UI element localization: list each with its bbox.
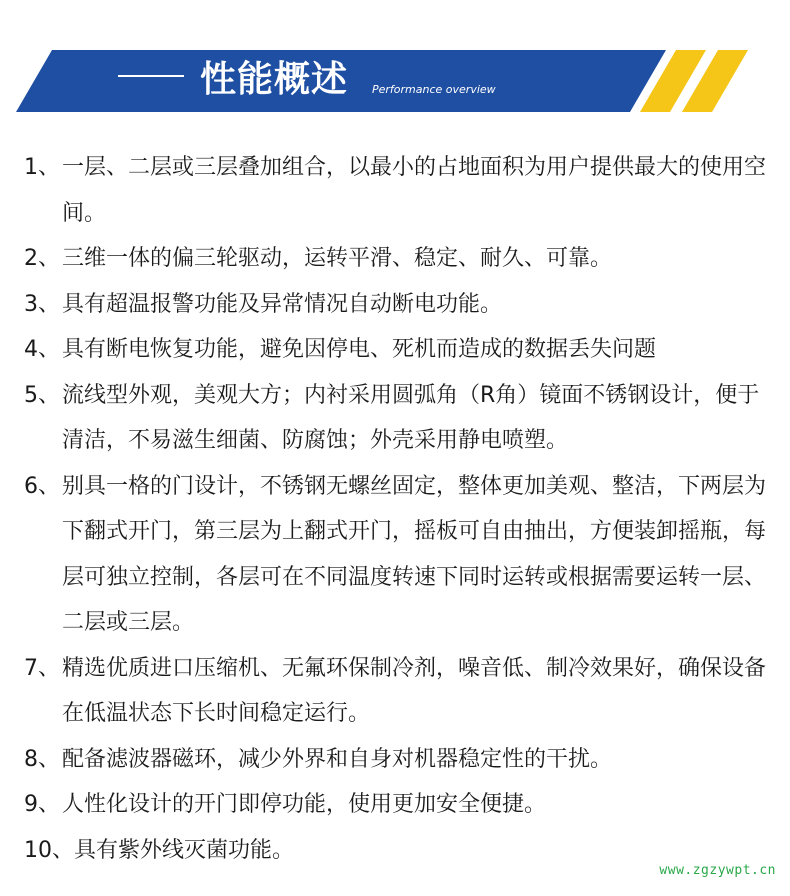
item-number: 3、 [24,291,60,317]
item-text: 配备滤波器磁环，减少外界和自身对机器稳定性的干扰。 [62,746,613,772]
list-item [24,782,778,828]
item-text: 具有紫外线灭菌功能。 [74,837,295,863]
item-text: 具有断电恢复功能，避免因停电、死机而造成的数据丢失问题 [62,337,657,362]
list-item [24,737,778,783]
item-number: 4、 [24,337,60,362]
item-text: 别具一格的门设计，不锈钢无螺丝固定，整体更加美观、整洁，下两层为下翻式开门，第三层为上翻式开门，摇板可自由抽出，方便装卸摇瓶，每层可独立控制，各层可在不同温度转速下同时运转或根据需要运转一层、二层或三层。 [62,473,767,635]
item-number: 1、 [24,155,60,180]
page-title: 性能概述 [200,59,349,100]
list-item [24,646,778,737]
page-subtitle: Performance overview [372,83,496,96]
watermark: www.zgzywpt.cn [659,863,776,878]
item-number: 5、 [24,382,60,408]
item-number: 10、 [24,837,74,863]
item-text: 三维一体的偏三轮驱动，运转平滑、稳定、耐久、可靠。 [62,246,613,271]
title-decor-line [118,75,184,77]
item-text: 精选优质进口压缩机、无氟环保制冷剂，噪音低、制冷效果好，确保设备在低温状态下长时间稳定运行。 [62,655,767,726]
feature-list [24,145,778,873]
item-text: 流线型外观，美观大方；内衬采用圆弧角（R角）镜面不锈钢设计，便于清洁，不易滋生细菌、防腐蚀；外壳采用静电喷塑。 [62,382,760,453]
list-item [24,373,778,464]
item-number: 2、 [24,246,60,271]
list-item [24,236,778,282]
item-text: 人性化设计的开门即停功能，使用更加安全便捷。 [62,792,547,817]
item-number: 8、 [24,746,60,772]
item-text: 一层、二层或三层叠加组合，以最小的占地面积为用户提供最大的使用空间。 [62,155,767,226]
item-number: 7、 [24,655,60,681]
list-item [24,327,778,373]
header-banner [0,0,790,130]
item-number: 6、 [24,473,60,499]
list-item [24,464,778,646]
item-number: 9、 [24,792,60,817]
list-item [24,282,778,328]
item-text: 具有超温报警功能及异常情况自动断电功能。 [62,291,503,317]
banner-shape [0,0,790,130]
list-item [24,145,778,236]
